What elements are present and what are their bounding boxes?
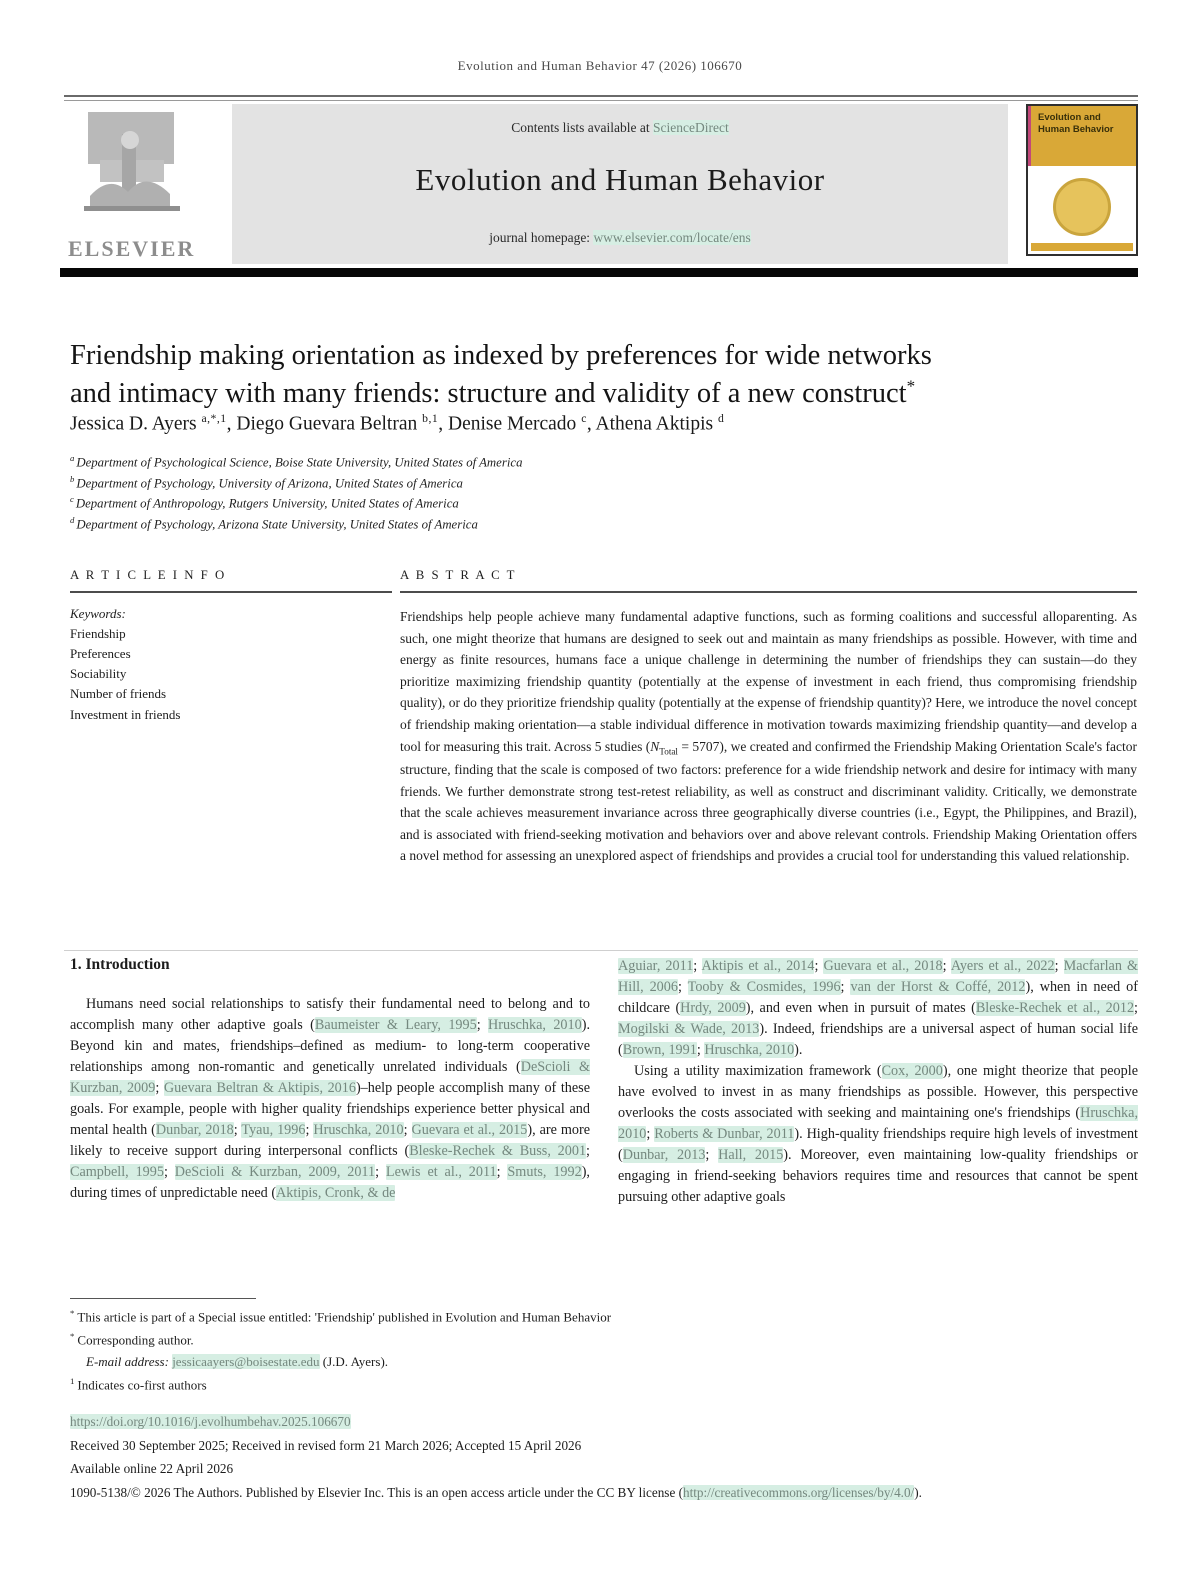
article-info-heading: A R T I C L E I N F O — [70, 568, 227, 582]
article-title-line2: and intimacy with many friends: structure and validity of a new construct* — [70, 376, 916, 410]
abstract-section — [400, 568, 1137, 867]
citation-link[interactable]: Campbell, 1995 — [70, 1164, 164, 1181]
contents-line — [232, 120, 1008, 136]
header-divider-bar — [60, 268, 1138, 277]
section-divider-rule — [64, 950, 1138, 951]
elsevier-logo[interactable] — [64, 104, 232, 264]
article-info-section — [70, 568, 392, 725]
citation-link[interactable]: Cox, 2000 — [881, 1063, 943, 1080]
elsevier-tree-icon — [70, 110, 192, 228]
intro-right-column — [618, 956, 1138, 1208]
list-item: Friendship — [70, 626, 126, 641]
article-footer — [70, 1410, 1138, 1504]
intro-paragraph-right-1: Aguiar, 2011; Aktipis et al., 2014; Guevara et al., 2018; Ayers et al., 2022; Macfarlan & Hill, 2006; Tooby & Cosmides, 1996; van der Horst & Coffé, 2012), when in need of childcare (Hrdy, 2009), and even when in pursuit of mates (Bleske-Rechek et al., 2012; Mogilski & Wade, 2013). Indeed, friendships are a universal aspect of human social life (Brown, 1991; Hruschka, 2010). — [618, 958, 1139, 1059]
list-item: Preferences — [70, 646, 131, 662]
citation-link[interactable]: Dunbar, 2013 — [622, 1147, 706, 1164]
journal-header — [64, 104, 1138, 264]
abstract-heading: A B S T R A C T — [400, 568, 517, 582]
homepage-line — [232, 230, 1008, 246]
citation-link[interactable]: Smuts, 1992 — [507, 1164, 582, 1181]
cover-title-line2: Human Behavior — [1038, 123, 1114, 135]
contents-text: Contents lists available at — [511, 120, 650, 135]
copyright-line: 1090-5138/© 2026 The Authors. Published by Elsevier Inc. This is an open access article under the CC BY license (http://creativecommons.org/licenses/by/4.0/). — [70, 1484, 922, 1500]
citation-link[interactable]: Dunbar, 2018 — [155, 1122, 234, 1139]
header-top-rule — [64, 95, 1138, 101]
keywords-label: Keywords: — [70, 606, 126, 621]
citation-link[interactable]: Brown, 1991 — [622, 1042, 697, 1059]
citation-link[interactable]: DeScioli & Kurzban, 2009 — [70, 1059, 590, 1097]
article-title — [70, 337, 1120, 413]
footnotes — [70, 1306, 1120, 1396]
list-item: Investment in friends — [70, 706, 181, 722]
citation-link[interactable]: Roberts & Dunbar, 2011 — [654, 1126, 795, 1143]
list-item: $^b$ Department of Psychology, University of Arizona, United States of America — [70, 473, 463, 490]
citation-link[interactable]: Baumeister & Leary, 1995 — [314, 1017, 477, 1034]
article-info-rule — [70, 591, 392, 593]
citation-link[interactable]: Aktipis et al., 2014 — [701, 958, 815, 974]
journal-homepage-link[interactable]: www.elsevier.com/locate/ens — [593, 230, 751, 245]
citation-link[interactable]: Macfarlan & Hill, 2006 — [618, 958, 1139, 996]
keywords-list — [70, 624, 392, 725]
citation-link[interactable]: Guevara et al., 2015 — [411, 1122, 528, 1139]
citation-link[interactable]: Hruschka, 2010 — [313, 1122, 404, 1139]
journal-banner — [232, 104, 1008, 264]
article-title-line1: Friendship making orientation as indexed by preferences for wide networks — [70, 340, 932, 372]
citation-link[interactable]: van der Horst & Coffé, 2012 — [850, 979, 1026, 996]
affiliations — [70, 452, 1120, 535]
abstract-rule — [400, 591, 1137, 593]
citation-link[interactable]: Tyau, 1996 — [241, 1122, 306, 1139]
citation-link[interactable]: Tooby & Cosmides, 1996 — [687, 979, 841, 996]
citation-link[interactable]: Ayers et al., 2022 — [950, 958, 1055, 974]
journal-cover-thumbnail[interactable] — [1026, 104, 1138, 256]
footnote-email: E-mail address: jessicaayers@boisestate.edu (J.D. Ayers). — [86, 1354, 389, 1370]
citation-link[interactable]: DeScioli & Kurzban, 2009, 2011 — [174, 1164, 376, 1181]
doi-link — [70, 1410, 1138, 1434]
list-item: $^a$ Department of Psychological Science, Boise State University, United States of America — [70, 453, 523, 470]
citation-link[interactable]: Hrdy, 2009 — [680, 1000, 746, 1017]
citation-link[interactable]: https://doi.org/10.1016/j.evolhumbehav.2025.106670 — [70, 1414, 351, 1429]
citation-link[interactable]: Guevara Beltran & Aktipis, 2016 — [163, 1080, 356, 1097]
cover-banner — [1028, 106, 1136, 166]
sciencedirect-link[interactable]: ScienceDirect — [653, 120, 729, 135]
footnote-cofirst-authors: $^1$ Indicates co-first authors — [70, 1375, 207, 1393]
abstract-text: Friendships help people achieve many fundamental adaptive functions, such as forming coalitions and successful alloparenting. As such, one might theorize that humans are designed to seek out and maintain as many friendships as possible. However, with time and energy as finite resources, humans face a unique challenge in determining the number of friendships they can sustain—do they prioritize maximizing friendship quantity (potentially at the expense of investment in each friend, thus compromising friendship quality), or do they prioritize friendship quality (potentially at the expense of friendship quantity)? Here, we introduce the novel concept of friendship making orientation—a stable individual difference in motivation towards maximizing friendship quantity—and develop a tool for measuring this trait. Across 5 studies $(N_{Total} = 5707)$, we created and confirmed the Friendship Making Orientation Scale's factor structure, finding that the scale is composed of two factors: preference for a wide friendship network and desire for intimacy with many friends. We further demonstrate strong test-retest reliability, as well as construct and discriminant validity. Critically, we demonstrate that the scale achieves measurement invariance across three geographically diverse countries (i.e., Egypt, the Philippines, and Brazil), and is associated with friend-seeking motivation and behaviors over and above relevant controls. Friendship Making Orientation offers a novel method for assessing an unexplored aspect of friendships and provides a crucial tool for understanding this valued relationship. — [400, 609, 1137, 864]
received-dates: Received 30 September 2025; Received in revised form 21 March 2026; Accepted 15 April 2026 — [70, 1437, 582, 1453]
citation-link[interactable]: Bleske-Rechek et al., 2012 — [975, 1000, 1135, 1017]
footnote-special-issue: * This article is part of a Special issue entitled: 'Friendship' published in Evolution and Human Behavior — [70, 1308, 612, 1325]
available-online: Available online 22 April 2026 — [70, 1461, 234, 1476]
running-head: Evolution and Human Behavior 47 (2026) 106670 — [457, 58, 743, 73]
list-item: $^c$ Department of Anthropology, Rutgers University, United States of America — [70, 494, 459, 511]
footnote-corresponding-author: * Corresponding author. — [70, 1330, 194, 1348]
homepage-label: journal homepage: — [489, 230, 591, 245]
citation-link[interactable]: Guevara et al., 2018 — [823, 958, 943, 974]
citation-link[interactable]: Lewis et al., 2011 — [385, 1164, 497, 1181]
cover-emblem-icon — [1053, 178, 1111, 236]
introduction-heading: 1. Introduction — [70, 956, 170, 973]
intro-left-column — [70, 956, 590, 1204]
elsevier-wordmark: ELSEVIER — [68, 236, 196, 261]
citation-link[interactable]: http://creativecommons.org/licenses/by/4.0/ — [683, 1484, 915, 1500]
citation-link[interactable]: Hruschka, 2010 — [618, 1105, 1138, 1143]
cover-column — [1008, 104, 1138, 264]
intro-paragraph-right-2: Using a utility maximization framework (Cox, 2000), one might theorize that people have evolved to invest in as many friendships as possible. However, this perspective overlooks the costs associated with seeking and maintaining one's friendships (Hruschka, 2010; Roberts & Dunbar, 2011). High-quality friendships require high levels of investment (Dunbar, 2013; Hall, 2015). Moreover, even maintaining low-quality friendships or engaging in friend-seeking behaviors requires time and resources that cannot be spent pursuing other adaptive goals — [618, 1063, 1138, 1206]
cover-bottom-strip — [1031, 243, 1133, 251]
author-list: Jessica D. Ayers $^{a,*,1}$, Diego Guevara Beltran $^{b,1}$, Denise Mercado $^c$, Athena Aktipis $^d$ — [70, 412, 725, 435]
list-item: Number of friends — [70, 686, 167, 702]
citation-link[interactable]: Hruschka, 2010 — [704, 1042, 795, 1059]
citation-link[interactable]: jessicaayers@boisestate.edu — [172, 1354, 320, 1370]
journal-title: Evolution and Human Behavior — [415, 162, 825, 197]
list-item: $^d$ Department of Psychology, Arizona State University, United States of America — [70, 515, 478, 532]
citation-link[interactable]: Aktipis, Cronk, & de — [276, 1185, 396, 1202]
footnote-rule — [70, 1298, 256, 1299]
intro-paragraph-left: Humans need social relationships to satisfy their fundamental need to belong and to accomplish many other adaptive goals (Baumeister & Leary, 1995; Hruschka, 2010). Beyond kin and mates, friendships–defined as medium- to long-term cooperative relationships among non-romantic and genetically unrelated individuals (DeScioli & Kurzban, 2009; Guevara Beltran & Aktipis, 2016)–help people accomplish many of these goals. For example, people with higher quality friendships experience better physical and mental health (Dunbar, 2018; Tyau, 1996; Hruschka, 2010; Guevara et al., 2015), are more likely to receive support during interpersonal conflicts (Bleske-Rechek & Buss, 2001; Campbell, 1995; DeScioli & Kurzban, 2009, 2011; Lewis et al., 2011; Smuts, 1992), during times of unpredictable need (Aktipis, Cronk, & de — [70, 996, 591, 1202]
cover-title-line1: Evolution and — [1038, 112, 1101, 123]
list-item: Sociability — [70, 666, 127, 682]
citation-link[interactable]: Aguiar, 2011 — [618, 958, 694, 974]
citation-link[interactable]: Mogilski & Wade, 2013 — [618, 1021, 760, 1038]
citation-link[interactable]: Hruschka, 2010 — [488, 1017, 582, 1034]
citation-link[interactable]: Hall, 2015 — [718, 1147, 784, 1164]
citation-link[interactable]: Bleske-Rechek & Buss, 2001 — [409, 1143, 587, 1160]
